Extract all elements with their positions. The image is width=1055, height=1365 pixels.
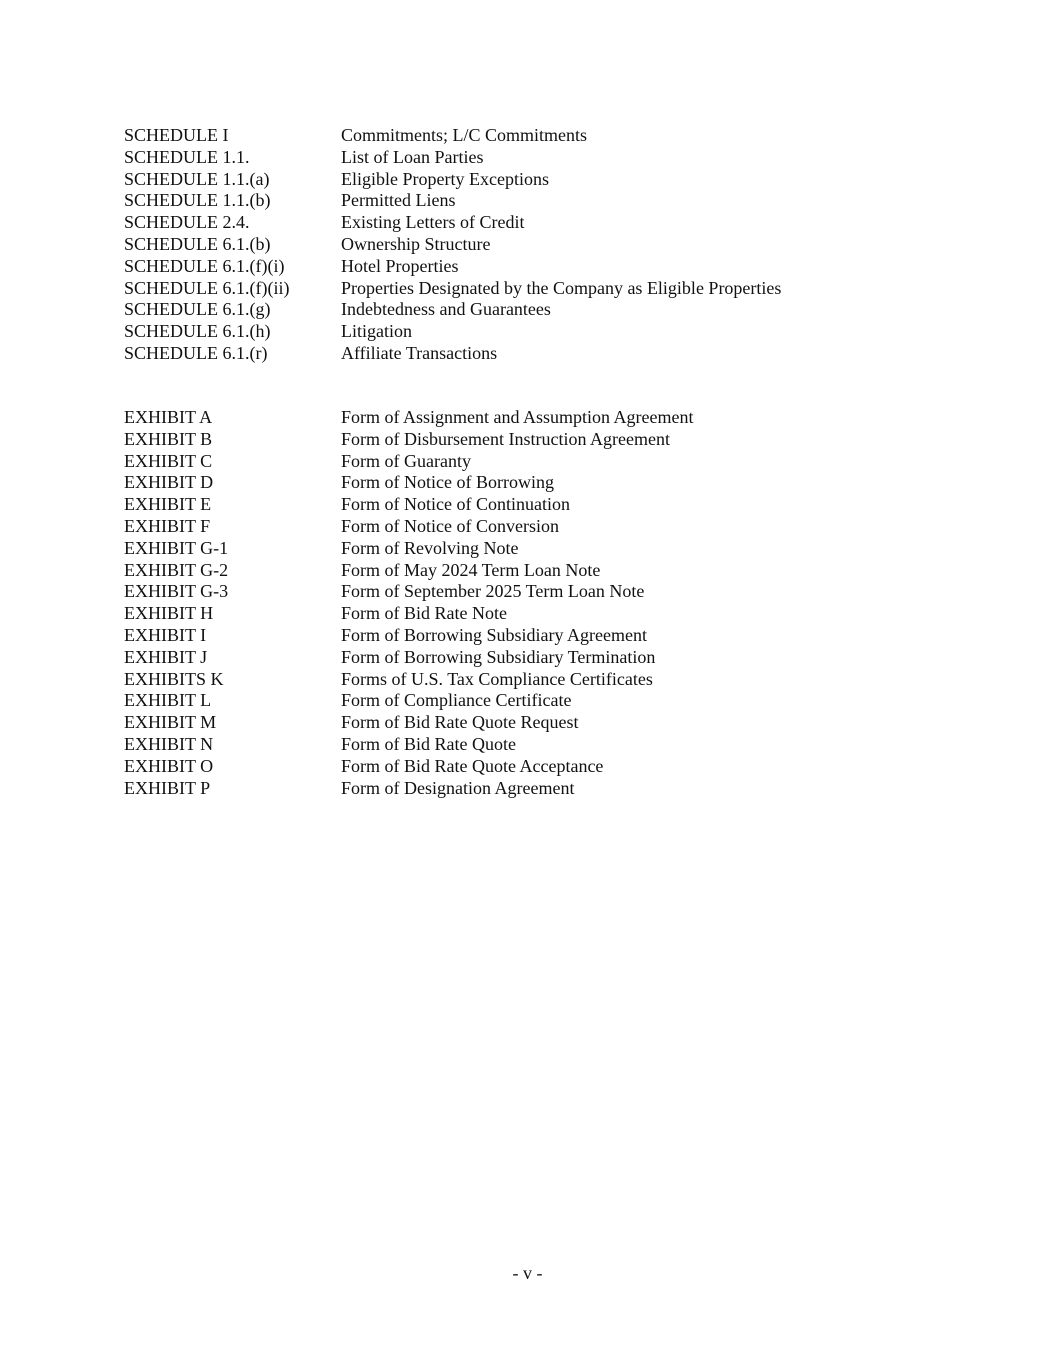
schedule-row [124, 234, 781, 256]
schedule-label: SCHEDULE 6.1.(h) [124, 321, 271, 342]
schedule-label: SCHEDULE 6.1.(r) [124, 342, 268, 363]
schedule-row [124, 147, 781, 169]
schedule-row [124, 321, 781, 343]
exhibit-label: EXHIBIT M [124, 712, 217, 733]
schedule-label: SCHEDULE I [124, 125, 229, 145]
schedule-row [124, 169, 781, 191]
exhibit-description: Form of Bid Rate Note [341, 603, 507, 624]
exhibit-row [124, 407, 694, 429]
exhibit-row [124, 669, 694, 691]
schedule-row [124, 212, 781, 234]
exhibit-label: EXHIBIT G-1 [124, 537, 229, 558]
exhibit-row [124, 516, 694, 538]
exhibit-description: Forms of U.S. Tax Compliance Certificates [341, 668, 653, 689]
exhibit-label: EXHIBIT N [124, 733, 214, 754]
exhibit-label: EXHIBIT P [124, 777, 211, 798]
exhibit-description: Form of May 2024 Term Loan Note [341, 559, 601, 580]
exhibit-label: EXHIBITS K [124, 668, 224, 689]
schedule-row [124, 190, 781, 212]
exhibit-description: Form of Disbursement Instruction Agreement [341, 428, 670, 449]
exhibit-label: EXHIBIT D [124, 472, 214, 493]
exhibit-description: Form of September 2025 Term Loan Note [341, 581, 645, 602]
exhibit-label: EXHIBIT O [124, 755, 214, 776]
exhibit-description: Form of Assignment and Assumption Agreement [341, 407, 694, 427]
page-number: - v - [512, 1263, 543, 1283]
exhibit-label: EXHIBIT I [124, 624, 207, 645]
schedule-label: SCHEDULE 6.1.(f)(ii) [124, 277, 290, 298]
exhibit-label: EXHIBIT L [124, 690, 212, 711]
exhibit-row [124, 494, 694, 516]
schedule-description: Hotel Properties [341, 255, 459, 276]
schedule-label: SCHEDULE 1.1.(b) [124, 190, 271, 211]
exhibit-description: Form of Bid Rate Quote [341, 733, 516, 754]
exhibit-label: EXHIBIT G-3 [124, 581, 229, 602]
exhibit-description: Form of Borrowing Subsidiary Termination [341, 646, 656, 667]
exhibit-label: EXHIBIT J [124, 646, 208, 667]
schedule-row [124, 299, 781, 321]
exhibit-row [124, 625, 694, 647]
exhibit-description: Form of Revolving Note [341, 537, 519, 558]
schedule-row [124, 278, 781, 300]
exhibit-description: Form of Guaranty [341, 450, 471, 471]
schedule-label: SCHEDULE 1.1.(a) [124, 168, 270, 189]
exhibit-description: Form of Bid Rate Quote Request [341, 712, 579, 733]
exhibit-label: EXHIBIT F [124, 515, 211, 536]
exhibit-row [124, 734, 694, 756]
exhibit-row [124, 429, 694, 451]
exhibit-row [124, 451, 694, 473]
exhibit-row [124, 756, 694, 778]
exhibit-description: Form of Notice of Borrowing [341, 472, 554, 493]
schedules-list [124, 125, 781, 365]
schedule-description: Affiliate Transactions [341, 342, 498, 363]
exhibits-list [124, 407, 694, 799]
exhibit-row [124, 581, 694, 603]
exhibit-label: EXHIBIT E [124, 494, 212, 515]
exhibit-row [124, 690, 694, 712]
exhibit-description: Form of Borrowing Subsidiary Agreement [341, 624, 647, 645]
exhibit-row [124, 778, 694, 800]
schedule-description: Eligible Property Exceptions [341, 168, 549, 189]
exhibit-label: EXHIBIT G-2 [124, 559, 229, 580]
schedule-label: SCHEDULE 6.1.(f)(i) [124, 255, 285, 276]
exhibit-label: EXHIBIT A [124, 407, 213, 427]
exhibit-label: EXHIBIT H [124, 603, 214, 624]
exhibit-label: EXHIBIT B [124, 428, 213, 449]
exhibit-row [124, 647, 694, 669]
schedule-label: SCHEDULE 6.1.(b) [124, 233, 271, 254]
schedule-row [124, 256, 781, 278]
schedule-description: Commitments; L/C Commitments [341, 125, 588, 145]
exhibit-row [124, 603, 694, 625]
schedule-description: Indebtedness and Guarantees [341, 299, 551, 320]
schedule-label: SCHEDULE 6.1.(g) [124, 299, 271, 320]
schedule-description: Properties Designated by the Company as Eligible Properties [341, 277, 782, 298]
exhibit-row [124, 538, 694, 560]
schedule-description: List of Loan Parties [341, 146, 484, 167]
exhibit-description: Form of Designation Agreement [341, 777, 575, 798]
exhibit-label: EXHIBIT C [124, 450, 213, 471]
schedule-description: Permitted Liens [341, 190, 456, 211]
exhibit-description: Form of Notice of Continuation [341, 494, 570, 515]
exhibit-row [124, 472, 694, 494]
exhibit-row [124, 560, 694, 582]
schedule-row [124, 125, 781, 147]
exhibit-row [124, 712, 694, 734]
exhibit-description: Form of Notice of Conversion [341, 515, 559, 536]
schedule-label: SCHEDULE 2.4. [124, 212, 250, 233]
exhibit-description: Form of Bid Rate Quote Acceptance [341, 755, 604, 776]
schedule-description: Litigation [341, 321, 412, 342]
schedule-row [124, 343, 781, 365]
exhibit-description: Form of Compliance Certificate [341, 690, 572, 711]
schedule-description: Ownership Structure [341, 233, 491, 254]
schedule-description: Existing Letters of Credit [341, 212, 525, 233]
schedule-label: SCHEDULE 1.1. [124, 146, 250, 167]
